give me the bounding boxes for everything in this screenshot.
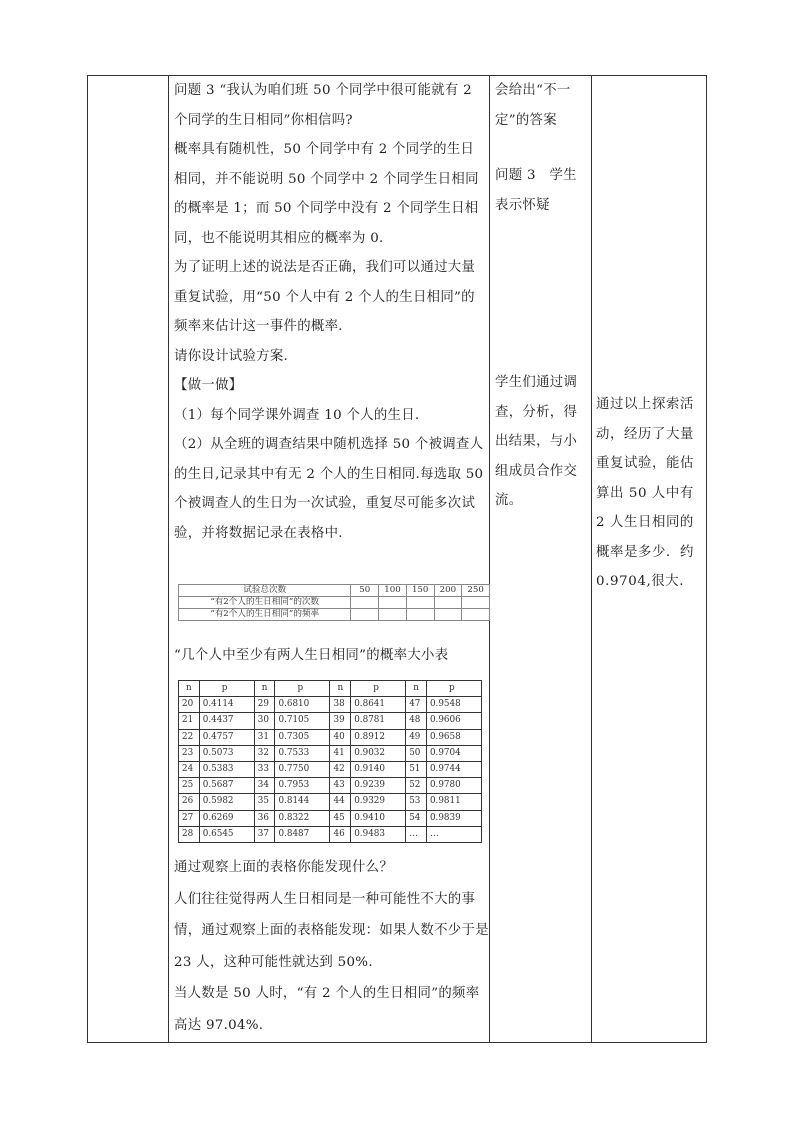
column-divider-1 bbox=[168, 76, 169, 1042]
cell-n: 49 bbox=[406, 729, 427, 745]
trial-cell[interactable] bbox=[351, 609, 379, 621]
cell-p: 0.8781 bbox=[351, 713, 406, 729]
cell-p: 0.6269 bbox=[199, 810, 254, 826]
cell-p: 0.9780 bbox=[426, 778, 481, 794]
cell-n: 45 bbox=[330, 810, 351, 826]
table-row bbox=[179, 761, 482, 777]
cell-p: 0.9658 bbox=[426, 729, 481, 745]
cell-p: 0.6810 bbox=[275, 697, 330, 713]
trial-cell[interactable] bbox=[379, 609, 407, 621]
table-row bbox=[179, 697, 482, 713]
cell-n: 36 bbox=[254, 810, 275, 826]
trial-total: 200 bbox=[434, 585, 462, 597]
cell-n: … bbox=[406, 826, 427, 842]
cell-n: 26 bbox=[179, 794, 200, 810]
student-note-2: 问题 3 学生表示怀疑 bbox=[495, 168, 577, 213]
activity-heading: 【做一做】 bbox=[174, 378, 243, 393]
cell-p: 0.9329 bbox=[351, 794, 406, 810]
cell-p: 0.8322 bbox=[275, 810, 330, 826]
trial-total: 150 bbox=[406, 585, 434, 597]
activity-step-2: （2）从全班的调查结果中随机选择 50 个被调查人的生日,记录其中有无 2 个人的生日相同.每选取 50 个被调查人的生日为一次试验，重复尽可能多次试验，并将数据记录在表格中. bbox=[174, 437, 484, 541]
probability-table-title: “几个人中至少有两人生日相同”的概率大小表 bbox=[174, 648, 449, 663]
probability-table bbox=[178, 680, 482, 843]
trial-frequency-row bbox=[179, 609, 490, 621]
trial-cell[interactable] bbox=[351, 597, 379, 609]
table-row bbox=[179, 778, 482, 794]
cell-n: 30 bbox=[254, 713, 275, 729]
table-row bbox=[179, 794, 482, 810]
probability-explanation: 概率具有随机性，50 个同学中有 2 个同学的生日相同，并不能说明 50 个同学中 2 个同学生日相同的概率是 1；而 50 个同学中没有 2 个同学生日相同，也不能说明其相应的概率为 0. bbox=[174, 142, 479, 246]
trial-cell[interactable] bbox=[406, 609, 434, 621]
header-p: p bbox=[426, 681, 481, 697]
cell-p: 0.8912 bbox=[351, 729, 406, 745]
trial-cell[interactable] bbox=[434, 597, 462, 609]
cell-p: 0.9140 bbox=[351, 761, 406, 777]
question-3-text: 问题 3 “我认为咱们班 50 个同学中很可能就有 2 个同学的生日相同”你相信吗? bbox=[174, 83, 472, 128]
observation-conclusion: 当人数是 50 人时，“有 2 个人的生日相同”的频率高达 97.04%. bbox=[174, 986, 480, 1033]
cell-p: 0.9483 bbox=[351, 826, 406, 842]
cell-p: 0.7953 bbox=[275, 778, 330, 794]
probability-header-row bbox=[179, 681, 482, 697]
trial-record-table bbox=[178, 584, 490, 621]
cell-n: 40 bbox=[330, 729, 351, 745]
cell-n: 38 bbox=[330, 697, 351, 713]
trial-cell[interactable] bbox=[379, 597, 407, 609]
cell-p: 0.9839 bbox=[426, 810, 481, 826]
cell-n: 52 bbox=[406, 778, 427, 794]
trial-count-row bbox=[179, 597, 490, 609]
header-n: n bbox=[330, 681, 351, 697]
cell-p: 0.9239 bbox=[351, 778, 406, 794]
trial-cell[interactable] bbox=[462, 597, 490, 609]
header-p: p bbox=[351, 681, 406, 697]
cell-p: 0.5687 bbox=[199, 778, 254, 794]
trial-cell[interactable] bbox=[434, 609, 462, 621]
table-row bbox=[179, 810, 482, 826]
cell-p: 0.8641 bbox=[351, 697, 406, 713]
cell-p: 0.9032 bbox=[351, 745, 406, 761]
cell-p: 0.9606 bbox=[426, 713, 481, 729]
cell-p: 0.4114 bbox=[199, 697, 254, 713]
header-n: n bbox=[179, 681, 200, 697]
cell-n: 28 bbox=[179, 826, 200, 842]
experiment-intro: 为了证明上述的说法是否正确，我们可以通过大量重复试验，用“50 个人中有 2 个人的生日相同”的频率来估计这一事件的概率. bbox=[174, 260, 476, 334]
cell-n: 41 bbox=[330, 745, 351, 761]
cell-p: 0.9410 bbox=[351, 810, 406, 826]
cell-n: 42 bbox=[330, 761, 351, 777]
trial-cell[interactable] bbox=[462, 609, 490, 621]
cell-n: 23 bbox=[179, 745, 200, 761]
observation-finding: 人们往往觉得两人生日相同是一种可能性不大的事情，通过观察上面的表格能发现：如果人数不少于是 23 人，这种可能性就达到 50%. bbox=[174, 891, 489, 970]
cell-p: 0.5982 bbox=[199, 794, 254, 810]
student-activity-column bbox=[495, 76, 587, 516]
trial-header-label: 试验总次数 bbox=[179, 585, 351, 597]
cell-p: 0.9548 bbox=[426, 697, 481, 713]
cell-p: 0.8487 bbox=[275, 826, 330, 842]
cell-n: 50 bbox=[406, 745, 427, 761]
cell-n: 48 bbox=[406, 713, 427, 729]
table-row bbox=[179, 745, 482, 761]
cell-p: 0.9811 bbox=[426, 794, 481, 810]
trial-header-row bbox=[179, 585, 490, 597]
cell-n: 37 bbox=[254, 826, 275, 842]
cell-n: 22 bbox=[179, 729, 200, 745]
table-row bbox=[179, 729, 482, 745]
cell-n: 31 bbox=[254, 729, 275, 745]
trial-count-label: “有2个人的生日相同”的次数 bbox=[179, 597, 351, 609]
cell-n: 39 bbox=[330, 713, 351, 729]
table-row bbox=[179, 713, 482, 729]
cell-n: 46 bbox=[330, 826, 351, 842]
cell-p: 0.5383 bbox=[199, 761, 254, 777]
activity-step-1: （1）每个同学课外调查 10 个人的生日. bbox=[174, 407, 420, 423]
header-n: n bbox=[406, 681, 427, 697]
cell-n: 34 bbox=[254, 778, 275, 794]
cell-p: 0.9744 bbox=[426, 761, 481, 777]
trial-total: 100 bbox=[379, 585, 407, 597]
cell-n: 43 bbox=[330, 778, 351, 794]
student-note-1: 会给出“不一定”的答案 bbox=[495, 83, 571, 128]
cell-n: 32 bbox=[254, 745, 275, 761]
cell-n: 33 bbox=[254, 761, 275, 777]
cell-n: 53 bbox=[406, 794, 427, 810]
cell-p: 0.6545 bbox=[199, 826, 254, 842]
trial-frequency-label: “有2个人的生日相同”的频率 bbox=[179, 609, 351, 621]
column-divider-3 bbox=[591, 76, 592, 1042]
cell-p: 0.4757 bbox=[199, 729, 254, 745]
cell-p: 0.8144 bbox=[275, 794, 330, 810]
cell-n: 27 bbox=[179, 810, 200, 826]
observation-section bbox=[174, 852, 489, 1041]
lesson-table-frame bbox=[87, 75, 707, 1043]
cell-n: 47 bbox=[406, 697, 427, 713]
cell-p: 0.7750 bbox=[275, 761, 330, 777]
cell-p: 0.4437 bbox=[199, 713, 254, 729]
student-note-3: 学生们通过调查，分析，得出结果，与小组成员合作交流。 bbox=[495, 375, 578, 508]
cell-p: 0.7533 bbox=[275, 745, 330, 761]
cell-p: 0.7305 bbox=[275, 729, 330, 745]
cell-n: 44 bbox=[330, 794, 351, 810]
cell-n: 51 bbox=[406, 761, 427, 777]
header-n: n bbox=[254, 681, 275, 697]
trial-total: 250 bbox=[462, 585, 490, 597]
header-p: p bbox=[275, 681, 330, 697]
cell-p: 0.5073 bbox=[199, 745, 254, 761]
cell-p: … bbox=[426, 826, 481, 842]
cell-n: 20 bbox=[179, 697, 200, 713]
column-divider-2 bbox=[489, 76, 490, 1042]
cell-n: 25 bbox=[179, 778, 200, 794]
cell-n: 29 bbox=[254, 697, 275, 713]
probability-table-body bbox=[179, 681, 482, 843]
observation-question: 通过观察上面的表格你能发现什么？ bbox=[174, 860, 394, 875]
trial-cell[interactable] bbox=[406, 597, 434, 609]
cell-n: 24 bbox=[179, 761, 200, 777]
cell-n: 35 bbox=[254, 794, 275, 810]
cell-n: 21 bbox=[179, 713, 200, 729]
trial-total: 50 bbox=[351, 585, 379, 597]
design-note: 通过以上探索活动，经历了大量重复试验，能估算出 50 人中有 2 人生日相同的概率是多少．约 0.9704,很大. bbox=[596, 397, 694, 589]
design-prompt: 请你设计试验方案. bbox=[174, 348, 289, 364]
cell-p: 0.9704 bbox=[426, 745, 481, 761]
cell-n: 54 bbox=[406, 810, 427, 826]
header-p: p bbox=[199, 681, 254, 697]
cell-p: 0.7105 bbox=[275, 713, 330, 729]
teacher-activity-column bbox=[174, 76, 486, 548]
table-row bbox=[179, 826, 482, 842]
design-intent-column bbox=[596, 390, 702, 597]
